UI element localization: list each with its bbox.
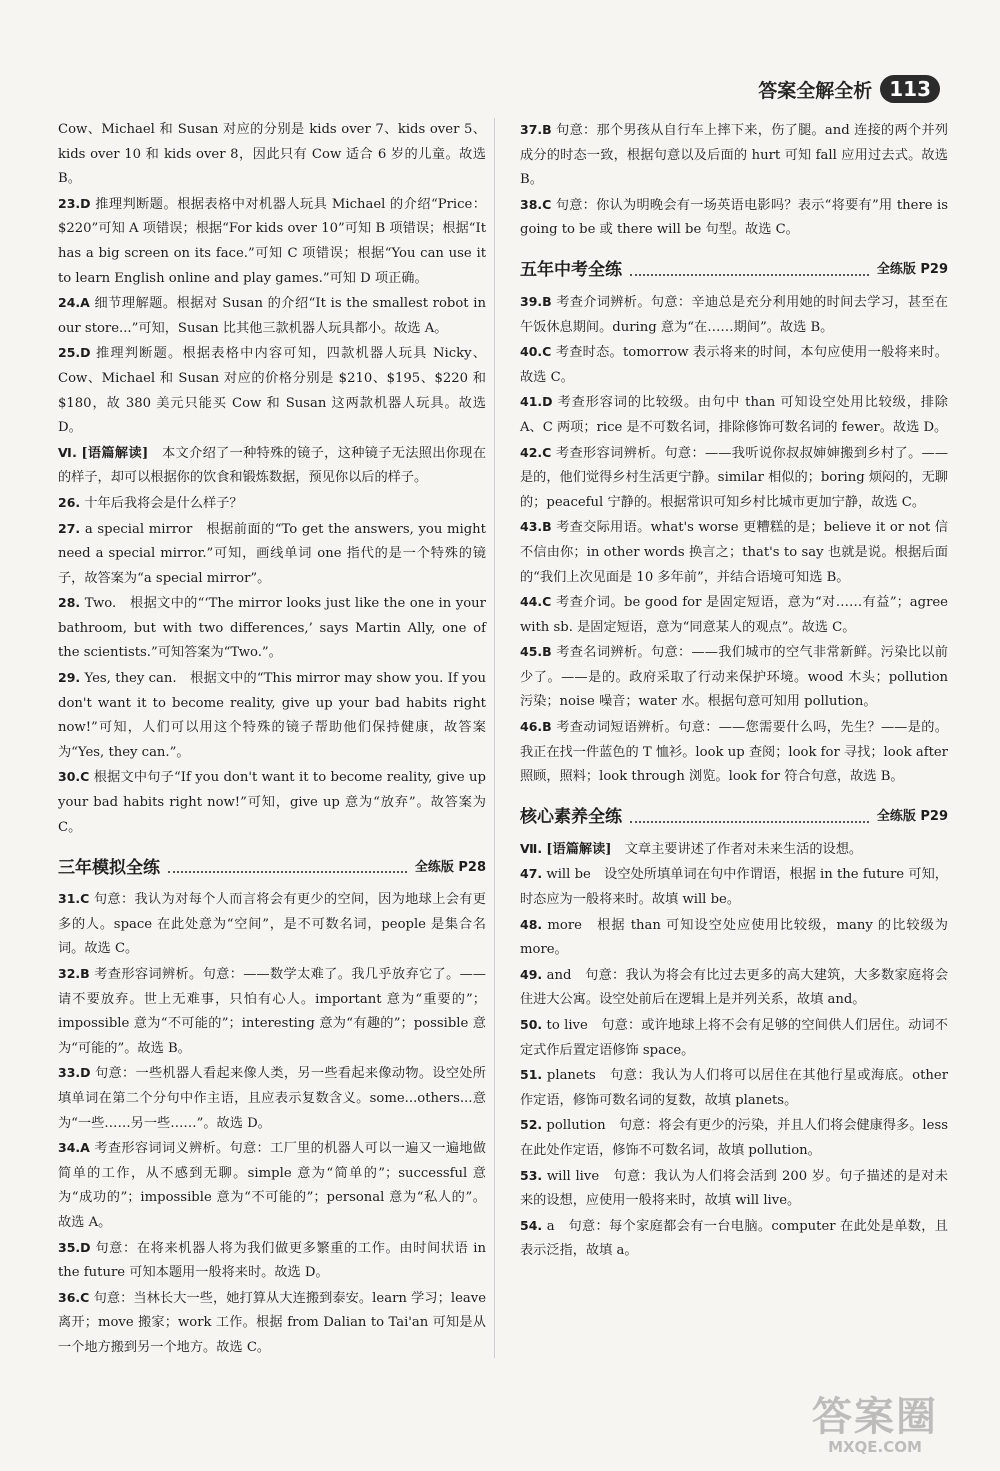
answer-number: 24.A <box>58 295 90 311</box>
left-answer-list <box>58 118 486 840</box>
answer-text: 十年后我将会是什么样子？ <box>84 495 243 511</box>
answer-text: 考查介词辨析。句意：辛迪总是充分利用她的时间去学习，甚至在午饭休息期间。during 意为“在……期间”。故选 B。 <box>520 294 948 335</box>
answer-number: 34.A <box>58 1140 90 1156</box>
answer-text: 考查动词短语辨析。句意：——您需要什么吗，先生？——是的。我正在找一件蓝色的 T 恤衫。look up 查阅；look for 寻找；look after 照顾，照料；look through 浏览。look for 符合句意，故选 B。 <box>520 720 948 785</box>
answer-text: 考查形容词的比较级。由句中 than 可知设空处用比较级，排除 A、C 两项；rice 是不可数名词，排除修饰可数名词的 fewer。故选 D。 <box>520 395 948 435</box>
answer-item <box>520 963 948 1013</box>
answer-item <box>520 913 948 963</box>
answer-number: 29. <box>58 670 81 686</box>
page-header <box>758 72 940 106</box>
answer-text: Two. 根据文中的“‘The mirror looks just like the one in your bathroom, but with two differences,’ says Martin Ally, one of the scientists.”可知答案为“Two.”。 <box>58 596 486 661</box>
answer-item <box>520 340 948 390</box>
answer-text: 考查交际用语。what's worse 更糟糕的是；believe it or not 信不信由你；in other words 换言之；that's to say 也就是说。根据后面的“我们上次见面是 10 多年前”，并结合语境可知选 B。 <box>520 520 948 585</box>
answer-text: 考查介词。be good for 是固定短语，意为“对……有益”；agree with sb. 是固定短语，意为“同意某人的观点”。故选 C。 <box>520 595 948 635</box>
answer-item <box>58 591 486 666</box>
answer-item <box>58 666 486 765</box>
answer-item <box>58 765 486 840</box>
answer-number: 30.C <box>58 769 90 785</box>
right-column <box>520 118 948 1264</box>
section-ref: 全练版 P29 <box>876 809 948 825</box>
answer-number: 36.C <box>58 1289 90 1305</box>
answer-text: 本文介绍了一种特殊的镜子，这种镜子无法照出你现在的样子，却可以根据你的饮食和锻炼数据，预见你以后的样子。 <box>58 445 487 486</box>
answer-item <box>58 1136 486 1235</box>
answer-text: 考查形容词词义辨析。句意：工厂里的机器人可以一遍又一遍地做简单的工作，从不感到无聊。simple 意为“简单的”；successful 意为“成功的”；impossible 意为“不可能的”；personal 意为“私人的”。故选 A。 <box>58 1141 486 1230</box>
passage-label: [语篇解读] <box>81 445 149 461</box>
answer-item <box>520 1063 948 1113</box>
answer-number: 47. <box>520 866 543 882</box>
page-number: 113 <box>880 75 940 103</box>
answer-number: 31.C <box>58 891 90 907</box>
answer-item <box>520 193 948 243</box>
answer-text: 考查形容词辨析。句意：——我听说你叔叔婶婶搬到乡村了。——是的，他们觉得乡村生活更宁静。similar 相似的；boring 烦闷的，无聊的；peaceful 宁静的。根据常识可知乡村比城市更加宁静，故选 C。 <box>520 445 949 510</box>
answer-number: 53. <box>520 1167 543 1183</box>
answer-item <box>520 1113 948 1163</box>
answer-text: and 句意：我认为将会有比过去更多的高大建筑，大多数家庭将会住进大公寓。设空处前后在逻辑上是并列关系，故填 and。 <box>520 967 949 1008</box>
answer-number: 37.B <box>520 122 552 137</box>
answer-number: Ⅵ. <box>58 444 77 460</box>
passage-label: [语篇解读] <box>546 841 612 857</box>
answer-number: 48. <box>520 916 543 932</box>
answer-text: a 句意：每个家庭都会有一台电脑。computer 在此处是单数，且表示泛指，故填 a。 <box>520 1218 948 1259</box>
section-dots <box>168 871 407 873</box>
answer-text: 根据文中句子“If you don't want it to become reality, give up your bad habits right now!”可知，give up 意为“放弃”。故答案为 C。 <box>58 770 486 835</box>
answer-number: 35.D <box>58 1239 91 1255</box>
column-divider <box>494 118 495 1358</box>
answer-number: 32.B <box>58 966 90 981</box>
answer-number: 26. <box>58 494 81 510</box>
answer-item <box>58 118 486 192</box>
answer-item <box>58 441 486 491</box>
answer-text: 考查名词辨析。句意：——我们城市的空气非常新鲜。污染比以前少了。——是的。政府采取了行动来保护环境。wood 木头；pollution 污染；noise 噪音；water 水。根据句意可知用 pollution。 <box>520 645 948 710</box>
answer-text: 句意：当林长大一些，她打算从大连搬到泰安。learn 学习；leave 离开；move 搬家；work 工作。根据 from Dalian to Tai'an 可知是从一个地方搬到另一个地方。故选 C。 <box>58 1290 486 1355</box>
answer-item <box>520 715 948 790</box>
answer-text: to live 句意：或许地球上将不会有足够的空间供人们居住。动词不定式作后置定语修饰 space。 <box>520 1018 948 1058</box>
answer-text: 句意：那个男孩从自行车上摔下来，伤了腿。and 连接的两个并列成分的时态一致，根据句意以及后面的 hurt 可知 fall 应用过去式。故选 B。 <box>520 123 948 188</box>
answer-item <box>520 590 948 640</box>
answer-number: 45.B <box>520 644 552 660</box>
answer-number: 23.D <box>58 195 91 211</box>
header-title: 答案全解全析 <box>758 79 873 102</box>
answer-text: Cow、Michael 和 Susan 对应的分别是 kids over 7、kids over 5、kids over 10 和 kids over 8，因此只有 Cow 适合 6 岁的儿童。故选 B。 <box>58 122 486 187</box>
answer-item <box>520 1214 948 1264</box>
right-answer-list-3 <box>520 837 948 1264</box>
right-answer-list <box>520 118 948 243</box>
answer-item <box>58 291 486 341</box>
answer-text: 句意：你认为明晚会有一场英语电影吗？表示“将要有”用 there is going to be 或 there will be 句型。故选 C。 <box>520 197 948 238</box>
answer-number: 43.B <box>520 519 552 535</box>
answer-text: 考查形容词辨析。句意：——数学太难了。我几乎放弃它了。——请不要放弃。世上无难事，只怕有心人。important 意为“重要的”；impossible 意为“不可能的”；interesting 意为“有趣的”；possible 意为“可能的”。故选 B。 <box>58 967 486 1056</box>
answer-number: 42.C <box>520 444 552 460</box>
section-title: 三年模拟全练 <box>58 857 160 878</box>
section-title: 五年中考全练 <box>520 260 622 281</box>
section-title: 核心素养全练 <box>520 807 622 828</box>
answer-number: 28. <box>58 595 81 611</box>
answer-text: 细节理解题。根据对 Susan 的介绍“It is the smallest robot in our store...”可知，Susan 比其他三款机器人玩具都小。故选 A。 <box>58 296 486 336</box>
answer-item <box>520 441 948 516</box>
answer-text: 推理判断题。根据表格中对机器人玩具 Michael 的介绍“Price：$220”可知 A 项错误；根据“For kids over 10”可知 B 项错误；根据“It has a big screen on its face.”可知 C 项错误；根据“You can use it to learn English online and play games.”可知 D 项正确。 <box>58 196 486 286</box>
answer-number: 54. <box>520 1217 543 1233</box>
answer-text: 句意：我认为对每个人而言将会有更少的空间，因为地球上会有更多的人。space 在此处意为“空间”，是不可数名词，people 是集合名词。故选 C。 <box>58 892 486 957</box>
watermark <box>780 1395 970 1459</box>
answer-item <box>520 290 948 340</box>
answer-text: 文章主要讲述了作者对未来生活的设想。 <box>624 841 863 857</box>
watermark-url: MXQE.COM <box>828 1438 922 1456</box>
answer-number: 27. <box>58 520 81 536</box>
section-header-hexin <box>520 800 948 831</box>
answer-item <box>58 517 486 592</box>
answer-number: 38.C <box>520 196 552 212</box>
answer-number: 50. <box>520 1017 543 1032</box>
answer-item <box>58 491 486 517</box>
answer-text: 推理判断题。根据表格中内容可知，四款机器人玩具 Nicky、Cow、Michael 和 Susan 对应的价格分别是 $210、$195、$220 和 $180，故 380 美元只能买 Cow 和 Susan 这两款机器人玩具。故选 D。 <box>58 346 486 436</box>
answer-number: 44.C <box>520 594 552 610</box>
answer-item <box>520 837 948 863</box>
answer-text: 句意：在将来机器人将为我们做更多繁重的工作。由时间状语 in the future 可知本题用一般将来时。故选 D。 <box>58 1240 486 1281</box>
answer-text: 句意：一些机器人看起来像人类，另一些看起来像动物。设空处所填单词在第二个分句中作主语，且应表示复数含义。some...others...意为“一些……另一些……”。故选 D。 <box>58 1066 486 1131</box>
answer-item <box>58 1061 486 1136</box>
answer-number: 51. <box>520 1067 543 1083</box>
answer-number: 39.B <box>520 293 552 309</box>
answer-text: pollution 句意：将会有更少的污染，并且人们将会健康得多。less 在此处作定语，修饰不可数名词，故填 pollution。 <box>520 1118 948 1158</box>
answer-number: 46.B <box>520 719 552 735</box>
answer-number: 33.D <box>58 1065 91 1081</box>
answer-text: Yes, they can. 根据文中的“This mirror may show you. If you don't want it to become reality, give up your bad habits right now!”可知，人们可以用这个特殊的镜子帮助他们保持健康，故答案为“Yes, they can.”。 <box>58 671 486 760</box>
answer-item <box>520 515 948 590</box>
right-answer-list-2 <box>520 290 948 790</box>
section-header-sannian <box>58 850 486 881</box>
answer-item <box>58 192 486 291</box>
answer-item <box>58 1286 486 1361</box>
answer-item <box>58 962 486 1061</box>
section-dots <box>630 274 869 276</box>
section-header-wunian <box>520 253 948 284</box>
left-answer-list-2 <box>58 887 486 1360</box>
answer-item <box>520 640 948 715</box>
answer-number: Ⅶ. <box>520 840 543 856</box>
section-ref: 全练版 P28 <box>414 859 486 875</box>
answer-text: more 根据 than 可知设空处应使用比较级，many 的比较级为 more。 <box>520 917 948 958</box>
answer-number: 41.D <box>520 394 553 410</box>
answer-text: 考查时态。tomorrow 表示将来的时间，本句应使用一般将来时。故选 C。 <box>520 345 948 385</box>
watermark-logo: 答案圈 <box>812 1394 938 1440</box>
answer-item <box>520 390 948 440</box>
answer-number: 25.D <box>58 345 91 361</box>
answer-item <box>58 1236 486 1286</box>
answer-text: planets 句意：我认为人们将可以居住在其他行星或海底。other 作定语，修饰可数名词的复数，故填 planets。 <box>520 1068 948 1108</box>
answer-text: will be 设空处所填单词在句中作谓语，根据 in the future 可知，时态应为一般将来时。故填 will be。 <box>520 867 948 908</box>
answer-item <box>520 118 948 193</box>
answer-text: a special mirror 根据前面的“To get the answers, you might need a special mirror.”可知，画线单词 one 指代的是一个特殊的镜子，故答案为“a special mirror”。 <box>58 521 486 586</box>
left-column <box>58 118 486 1361</box>
answer-number: 52. <box>520 1117 543 1133</box>
section-dots <box>630 821 869 823</box>
answer-number: 49. <box>520 966 543 982</box>
answer-text: will live 句意：我认为人们将会活到 200 岁。句子描述的是对未来的设想，应使用一般将来时，故填 will live。 <box>520 1168 948 1209</box>
section-ref: 全练版 P29 <box>876 262 948 278</box>
answer-item <box>520 1164 948 1214</box>
answer-item <box>58 887 486 962</box>
answer-number: 40.C <box>520 344 552 360</box>
answer-item <box>520 862 948 912</box>
answer-item <box>520 1013 948 1063</box>
answer-item <box>58 341 486 440</box>
